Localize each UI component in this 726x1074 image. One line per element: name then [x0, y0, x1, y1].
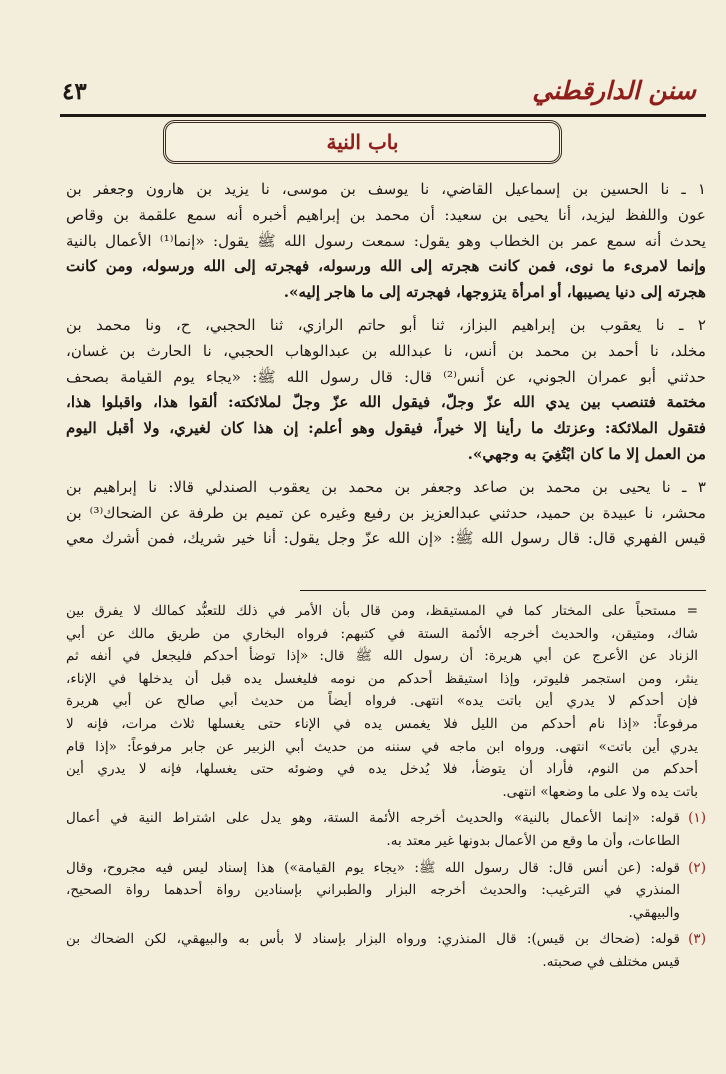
- chapter-title-frame: [163, 120, 562, 164]
- footnote-line: قيس مختلف في صحبته.: [542, 953, 680, 970]
- footnote-line: أحدكم من النوم، فأراد أن يتوضأ، فلا يُدخل يده في وضوئه حتى يغسلها، فإنه لا يدري أين: [66, 761, 698, 778]
- hadith-entry-2: [66, 313, 706, 468]
- text-line: وإنما لامرىء ما نوى، فمن كانت هجرته إلى الله ورسوله، فهجرته إلى الله ورسوله، ومن كانت: [66, 257, 706, 276]
- chapter-title: باب النية: [326, 130, 399, 154]
- footnote-line: فإن أحدكم لا يدري أين باتت يده» انتهى. فرواه أيضاً من حديث أبي صالح عن أبي هريرة: [66, 693, 698, 710]
- text-line: من العمل إلا ما كان ابْتُغِيَ به وجهي».: [467, 444, 706, 463]
- footnote-line: قوله: (ضحاك بن قيس): قال المنذري: ورواه البزار بإسناد لا بأس به والبيهقي، لكن الضحاك بن: [66, 931, 680, 948]
- text-line: حدثني أبو عمران الجوني، عن أنس⁽²⁾ قال: قال رسول الله ﷺ: «يجاء يوم القيامة بصحف: [66, 367, 706, 386]
- running-title: سنن الدارقطني: [532, 76, 696, 105]
- footnote-line: ينثر، ومن استجمر فليوتر، وإذا استيقظ أحدكم من نومه فليغسل يده قبل أن يدخلها في الإناء،: [66, 670, 698, 687]
- footnote-continuation: [66, 600, 706, 803]
- footnote-number: (٣): [688, 931, 706, 948]
- footnote-separator: [300, 590, 706, 591]
- text-line: قيس الفهري قال: قال رسول الله ﷺ: «إن الله عزّ وجل يقول: أنا خير شريك، فمن أشرك معي: [66, 529, 706, 548]
- text-line: مختمة فتنصب بين يدي الله عزّ وجلّ، فيقول الله عزّ وجلّ لملائكته: ألقوا هذا، واقبلوا هذا،: [66, 393, 706, 412]
- footnote-line: قوله: «إنما الأعمال بالنية» والحديث أخرجه الأئمة الستة، وهو يدل على اشتراط النية في أعمال: [66, 810, 680, 827]
- footnote-line: يدري أين باتت» انتهى. ورواه ابن ماجه في سننه من حديث أبي الزبير عن جابر مرفوعاً: «إذا قام: [66, 738, 698, 755]
- footnote-line: والبيهقي.: [628, 904, 680, 921]
- text-line: عون واللفظ ليزيد، أنا يحيى بن سعيد: أن محمد بن إبراهيم أخبره أنه سمع علقمة بن وقاص: [66, 205, 706, 224]
- footnote-line: الطاعات، وأن ما وقع من الأعمال بدونها غير معتد به.: [386, 832, 680, 849]
- page-header: [60, 76, 700, 114]
- footnotes: [66, 600, 706, 978]
- footnote-1: [66, 807, 706, 852]
- main-text: [66, 177, 706, 559]
- page-number: ٤٣: [62, 78, 87, 105]
- footnote-number: (١): [688, 810, 706, 827]
- footnote-3: [66, 928, 706, 973]
- footnote-2: [66, 857, 706, 925]
- footnote-line: المنذري في الترغيب: والحديث أخرجه البزار والطبراني بإسنادين رواة أحدهما رواة الصحيح،: [66, 882, 680, 899]
- text-line: فتقول الملائكة: وعزتك ما رأينا إلا خيراً، فيقول وهو أعلم: إن هذا كان لغيري، ولا أقبل اليوم: [66, 419, 706, 438]
- hadith-entry-3: [66, 475, 706, 552]
- text-line: ٢ ـ نا يعقوب بن إبراهيم البزاز، ثنا أبو حاتم الرازي، ثنا الحجبي، ح، ونا محمد بن: [66, 315, 706, 334]
- footnote-number: (٢): [688, 859, 706, 876]
- footnote-line: الزناد عن الأعرج عن أبي هريرة: أن رسول الله ﷺ قال: «إذا توضأ أحدكم فليجعل في أنفه ثم: [66, 648, 698, 665]
- text-line: محشر، نا عبيدة بن حميد، حدثني عبدالعزيز بن رفيع وغيره عن تميم بن طرفة عن الضحاك⁽³⁾ بن: [66, 503, 706, 522]
- footnote-line: شاك، ومتيقن، والحديث أخرجه الأئمة الستة في كتبهم: فرواه البخاري من طريق مالك عن أبي: [66, 625, 698, 642]
- footnote-line: باتت يده ولا على ما وضعها» انتهى.: [502, 783, 698, 800]
- header-rule: [60, 114, 706, 117]
- footnote-line: مرفوعاً: «إذا نام أحدكم من الليل فلا يغمس يده في الإناء حتى يغسلها ثلاث مرات، فإنه لا: [66, 715, 698, 732]
- text-line: ١ ـ نا الحسين بن إسماعيل القاضي، نا يوسف بن موسى، نا يزيد بن هارون وجعفر بن: [66, 180, 706, 198]
- hadith-entry-1: [66, 177, 706, 306]
- text-line: ٣ ـ نا يحيى بن محمد بن صاعد وجعفر بن محمد بن يعقوب الصندلي قالا: نا إبراهيم بن: [66, 477, 706, 496]
- text-line: مخلد، نا أحمد بن محمد بن أنس، نا عبدالله بن عبدالوهاب الحجبي، نا الحارث بن غسان،: [66, 341, 706, 360]
- text-line: يحدث أنه سمع عمر بن الخطاب وهو يقول: سمعت رسول الله ﷺ يقول: «إنما⁽¹⁾ الأعمال بالنية: [66, 231, 706, 250]
- footnote-line: = مستحباً على المختار كما في المستيقظ، ومن قال بأن الأمر في ذلك للتعبُّد كمالك لا يفرق بين: [66, 603, 698, 619]
- footnote-line: قوله: (عن أنس قال: قال رسول الله ﷺ: «يجاء يوم القيامة») هذا إسناد ليس فيه مجروح، وقال: [66, 859, 680, 876]
- text-line: هجرته إلى دنيا يصيبها، أو امرأة يتزوجها، فهجرته إلى ما هاجر إليه».: [283, 283, 706, 302]
